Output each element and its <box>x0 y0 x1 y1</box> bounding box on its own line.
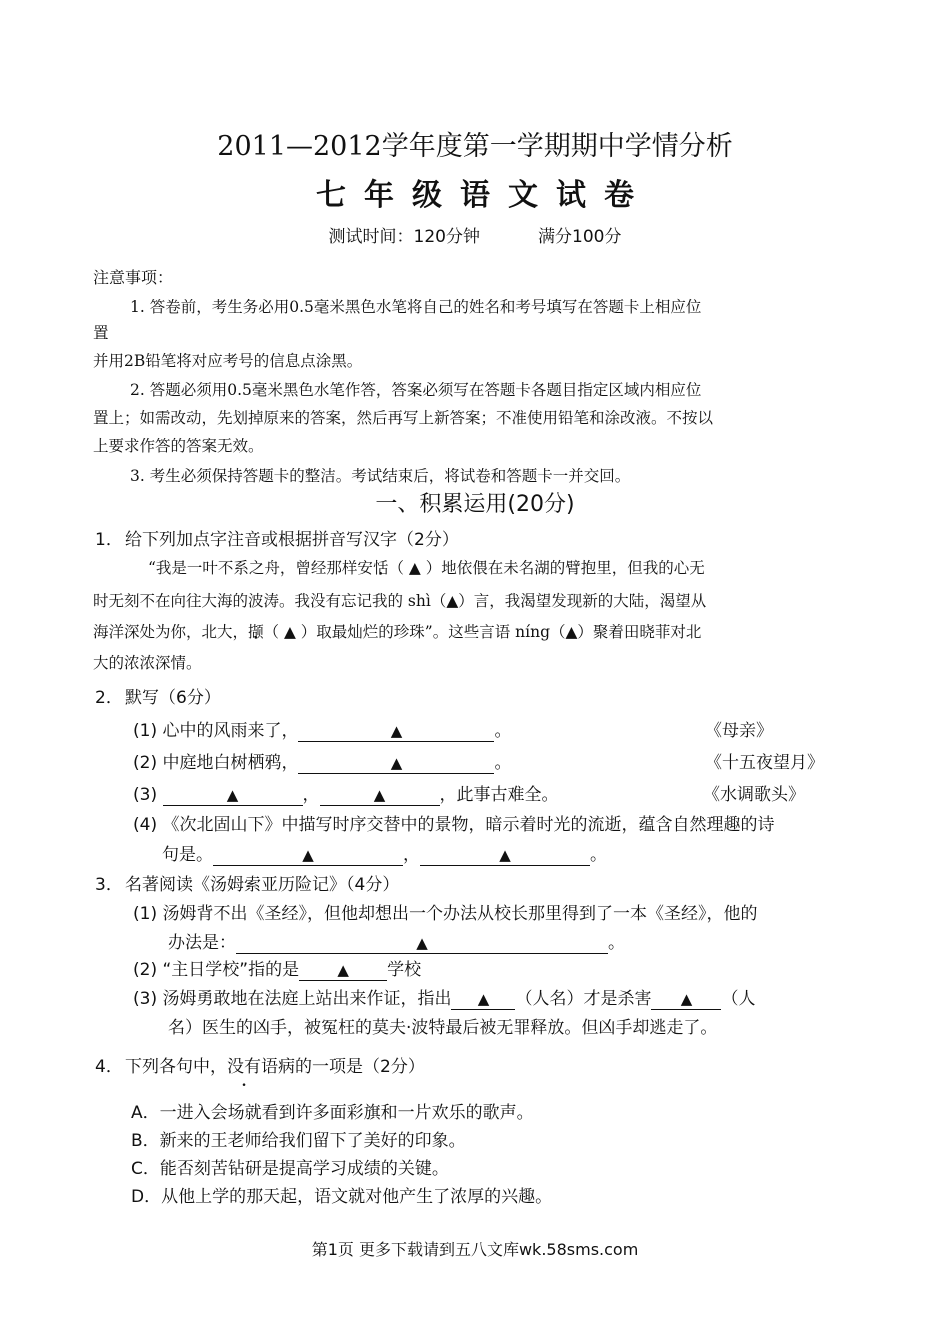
question-number: 2． <box>95 688 123 708</box>
page-footer: 第1页 更多下载请到五八文库wk.58sms.com <box>311 1240 639 1259</box>
answer-blank[interactable]: ▲ <box>651 989 721 1010</box>
q3-item-2 <box>133 955 421 981</box>
q3-item-3b: 名）医生的凶手，被冤枉的莫夫·波特最后被无罪释放。但凶手却逃走了。 <box>168 1018 718 1038</box>
notes-heading: 注意事项： <box>93 268 174 287</box>
q2-source-1: 《母亲》 <box>705 721 773 741</box>
item-text: （人 <box>721 989 756 1009</box>
paper-title: 2011—2012学年度第一学期期中学情分析 <box>217 131 733 162</box>
q3-item-1b <box>168 928 625 954</box>
answer-blank[interactable]: ▲ <box>213 845 403 866</box>
punct: ， <box>403 845 420 865</box>
q1-line-4: 大的浓浓深情。 <box>93 654 202 672</box>
answer-blank[interactable]: ▲ <box>320 785 440 806</box>
question-number: 1． <box>95 530 123 550</box>
q2-item-4b <box>162 840 607 866</box>
q4-option-c: C．能否刻苦钻研是提高学习成绩的关键。 <box>131 1159 449 1179</box>
item-text: (2) “主日学校”指的是 <box>133 960 300 980</box>
item-text: 学校 <box>387 960 422 980</box>
question-number: 3． <box>95 875 123 895</box>
q4-option-d: D．从他上学的那天起，语文就对他产生了浓厚的兴趣。 <box>131 1187 553 1207</box>
q4-option-b: B．新来的王老师给我们留下了美好的印象。 <box>131 1131 466 1151</box>
note-item-1a: 1. 答卷前，考生务必用0.5毫米黑色水笔将自己的姓名和考号填写在答题卡上相应位 <box>130 298 702 316</box>
item-text: （人名）才是杀害 <box>515 989 652 1009</box>
note-item-3: 3. 考生必须保持答题卡的整洁。考试结束后，将试卷和答题卡一并交回。 <box>130 467 631 485</box>
item-text: (3) <box>133 785 158 805</box>
q3-item-3a <box>133 984 755 1010</box>
answer-blank[interactable]: ▲ <box>420 845 590 866</box>
question-text: 语病的一项是（2分） <box>261 1057 425 1077</box>
exam-score: 满分100分 <box>538 227 622 247</box>
answer-blank[interactable]: ▲ <box>298 721 494 742</box>
item-text: 句是。 <box>162 845 213 865</box>
q1-text: （ ▲ ）取最灿烂的珍珠”。这些言语 níng（▲）聚着田晓菲对北 <box>263 623 702 641</box>
question-4-stem <box>95 1052 425 1077</box>
note-item-2c: 上要求作答的答案无效。 <box>93 437 264 455</box>
item-text: ，此事古难全。 <box>439 785 559 805</box>
note-item-2a: 2. 答题必须用0.5毫米黑色水笔作答，答案必须写在答题卡各题目指定区域内相应位 <box>130 381 702 399</box>
punct: 。 <box>494 721 512 741</box>
dotted-char: 恬 <box>372 559 389 577</box>
q1-text: “我是一叶不系之舟，曾经那样安 <box>148 559 373 577</box>
item-text: (1) 心中的风雨来了， <box>133 721 299 741</box>
q2-source-3: 《水调歌头》 <box>703 785 805 805</box>
item-text: 办法是： <box>168 933 236 953</box>
q2-item-2 <box>133 748 511 774</box>
item-text: (3) 汤姆勇敢地在法庭上站出来作证，指出 <box>133 989 452 1009</box>
answer-blank[interactable]: ▲ <box>298 753 494 774</box>
punct: 。 <box>608 933 625 953</box>
q3-item-1a: (1) 汤姆背不出《圣经》，但他却想出一个办法从校长那里得到了一本《圣经》，他的 <box>133 904 758 924</box>
q1-text: （ ▲ ）地依偎在未名湖的臂抱里，但我的心无 <box>388 559 705 577</box>
punct: 。 <box>494 753 512 773</box>
answer-blank[interactable]: ▲ <box>299 960 387 981</box>
question-number: 4． <box>95 1057 123 1077</box>
exam-info <box>0 222 950 247</box>
q1-text: 海洋深处为你，北大， <box>93 623 249 641</box>
q2-item-3 <box>133 780 559 806</box>
exam-name: 七年级语文试卷 <box>316 178 652 213</box>
question-text: 默写（6分） <box>125 688 221 708</box>
question-text: 名著阅读《汤姆索亚历险记》（4分） <box>125 875 400 895</box>
answer-blank[interactable]: ▲ <box>236 933 608 954</box>
q2-source-2: 《十五夜望月》 <box>705 753 824 773</box>
punct: ， <box>302 785 320 805</box>
q2-item-4a: (4) 《次北固山下》中描写时序交替中的景物，暗示着时光的流逝，蕴含自然理趣的诗 <box>133 815 775 835</box>
q1-line-2: 时无刻不在向往大海的波涛。我没有忘记我的 shì（▲）言，我渴望发现新的大陆，渴望从 <box>93 592 707 610</box>
note-item-1b: 置 <box>93 324 109 342</box>
q4-option-a: A．一进入会场就看到许多面彩旗和一片欢乐的歌声。 <box>131 1103 534 1123</box>
answer-blank[interactable]: ▲ <box>163 785 303 806</box>
question-3-stem <box>95 870 399 895</box>
q2-item-1 <box>133 716 511 742</box>
exam-time: 测试时间：120分钟 <box>328 227 480 247</box>
note-item-1c: 并用2B铅笔将对应考号的信息点涂黑。 <box>93 352 363 370</box>
dotted-char: 撷 <box>248 623 264 641</box>
punct: 。 <box>590 845 607 865</box>
section-title: 一、积累运用(20分) <box>375 492 575 517</box>
q1-line-1 <box>148 553 705 584</box>
question-text: 给下列加点字注音或根据拼音写汉字（2分） <box>125 530 459 550</box>
item-text: (2) 中庭地白树栖鸦， <box>133 753 299 773</box>
question-2-stem <box>95 683 221 708</box>
q1-line-3 <box>93 617 701 648</box>
question-text: 下列各句中， <box>125 1057 227 1077</box>
question-1-stem <box>95 525 459 550</box>
note-item-2b: 置上；如需改动，先划掉原来的答案，然后再写上新答案；不准使用铅笔和涂改液。不按以 <box>93 409 714 427</box>
dotted-text: 没有 <box>227 1057 261 1077</box>
answer-blank[interactable]: ▲ <box>451 989 515 1010</box>
